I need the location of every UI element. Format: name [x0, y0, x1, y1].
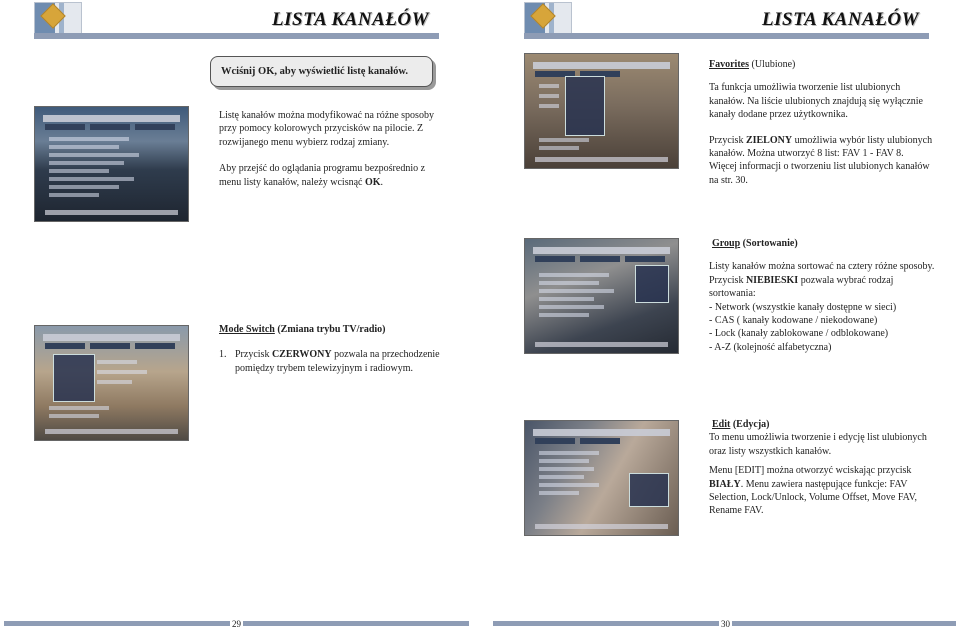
favorites-para-2: Przycisk ZIELONY umożliwia wybór listy ulubionych kanałów. Można utworzyć 8 list: FAV 1 - FAV 8.	[709, 134, 933, 160]
right-logo	[524, 2, 572, 34]
group-item: - Lock (kanały zablokowane / odblokowane)	[709, 328, 889, 340]
channel-list-screenshot-1	[34, 106, 189, 222]
mode-switch-item: 1. Przycisk CZERWONY pozwala na przechodzenie pomiędzy trybem telewizyjnym i radiowym.	[219, 349, 440, 374]
edit-para-1: To menu umożliwia tworzenie i edycję list ulubionych oraz listy wszystkich kanałów.	[709, 432, 927, 457]
channel-list-screenshot-2	[34, 325, 189, 441]
edit-section	[709, 418, 937, 518]
group-para-1: Listy kanałów można sortować na cztery różne sposoby.	[709, 261, 935, 273]
edit-para-2: Menu [EDIT] można otworzyć wciskając przycisk BIAŁY. Menu zawiera następujące funkcje: FAV Selection, Lock/Unlock, Volume Offset, Move FAV, Rename FAV.	[709, 465, 918, 517]
ok-paragraph: Aby przejść do oglądania programu bezpośrednio z menu listy kanałów, należy wcisnąć OK.	[219, 163, 426, 188]
ok-callout	[210, 56, 433, 87]
left-header-bar	[34, 33, 439, 39]
edit-heading: Edit (Edycja)	[712, 419, 770, 430]
right-page-title: LISTA KANAŁÓW	[762, 9, 919, 30]
group-item: - A-Z (kolejność alfabetyczna)	[709, 341, 832, 353]
favorites-para-3: Więcej informacji o tworzeniu list ulubionych kanałów na str. 30.	[709, 161, 930, 186]
left-logo	[34, 2, 82, 34]
left-page-number: 29	[232, 619, 241, 629]
mode-switch-section	[219, 323, 441, 375]
left-page-title: LISTA KANAŁÓW	[272, 9, 429, 30]
callout-text: Wciśnij OK, aby wyświetlić listę kanałów.	[221, 66, 408, 77]
left-intro-text	[219, 109, 434, 189]
group-section	[709, 237, 941, 354]
group-item: - Network (wszystkie kanały dostępne w sieci)	[709, 301, 897, 313]
group-screenshot	[524, 238, 679, 354]
favorites-heading: Favorites (Ulubione)	[709, 59, 796, 70]
group-heading: Group (Sortowanie)	[712, 238, 798, 249]
intro-paragraph: Listę kanałów można modyfikować na różne sposoby przy pomocy kolorowych przycisków na pilocie. Z rozwijanego menu wybierz rodzaj zmiany.	[219, 110, 434, 148]
right-page-number: 30	[721, 619, 730, 629]
right-header-bar	[524, 33, 929, 39]
group-item: - CAS ( kanały kodowane / niekodowane)	[709, 315, 878, 327]
favorites-para-1: Ta funkcja umożliwia tworzenie list ulubionych kanałów. Na liście ulubionych znajdują się wyłącznie kanały dodane przez użytkownika.	[709, 82, 923, 121]
group-para-2: Przycisk NIEBIESKI pozwala wybrać rodzaj sortowania:	[709, 274, 894, 300]
mode-switch-heading: Mode Switch (Zmiana trybu TV/radio)	[219, 324, 386, 335]
favorites-screenshot	[524, 53, 679, 169]
edit-screenshot	[524, 420, 679, 536]
favorites-section	[709, 58, 937, 187]
